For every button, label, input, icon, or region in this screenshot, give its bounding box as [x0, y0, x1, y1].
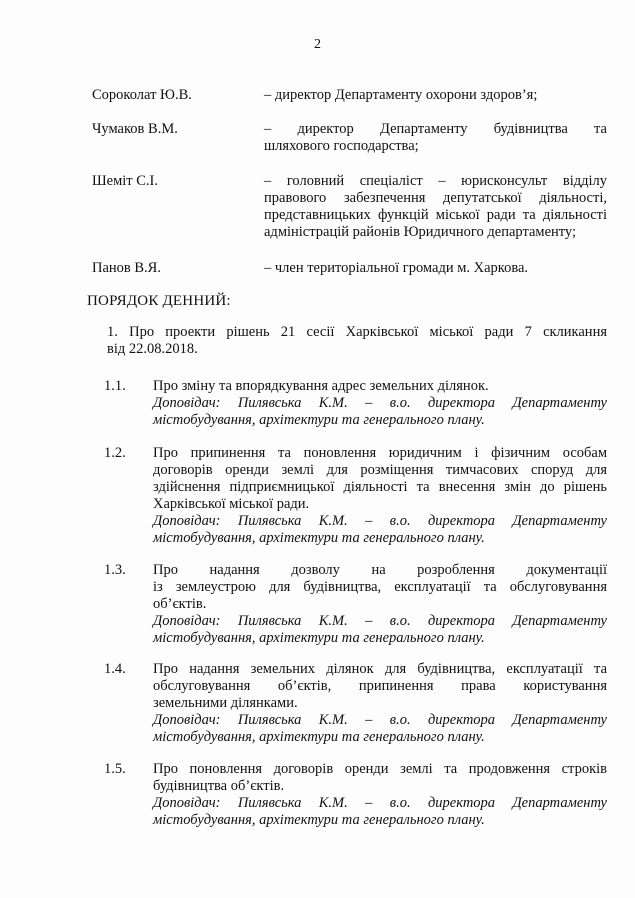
agenda-item-speaker-line: містобудування, архітектури та генерального плану. [153, 530, 485, 546]
agenda-item-speaker-line: Доповідач: Пилявська К.М. – в.о. директора Департаменту [153, 712, 607, 728]
agenda-item-title-line: Про зміну та впорядкування адрес земельних ділянок. [153, 378, 489, 394]
agenda-heading: ПОРЯДОК ДЕННИЙ: [87, 293, 231, 309]
agenda-item-number: 1.1. [104, 378, 126, 394]
agenda-item-title-line: Про надання земельних ділянок для будівництва, експлуатації та [153, 661, 607, 677]
member-role [264, 121, 607, 155]
agenda-item-speaker-line: містобудування, архітектури та генерального плану. [153, 812, 485, 828]
agenda-item-title [153, 761, 607, 795]
agenda-item-body [153, 445, 607, 547]
agenda-item-title-line: земельними ділянками. [153, 695, 298, 711]
member-role-line: – директор Департаменту будівництва та [264, 121, 607, 137]
agenda-item-speaker-line: Доповідач: Пилявська К.М. – в.о. директора Департаменту [153, 795, 607, 811]
member-role-line: шляхового господарства; [264, 138, 419, 154]
agenda-item-title-line: Харківської міської ради. [153, 496, 310, 512]
agenda-item-body [153, 761, 607, 829]
agenda-item-speaker-line: Доповідач: Пилявська К.М. – в.о. директора Департаменту [153, 395, 607, 411]
agenda-item-title-line: Про поновлення договорів оренди землі та продовження строків [153, 761, 607, 777]
page-number: 2 [314, 37, 321, 52]
agenda-item-speaker-line: містобудування, архітектури та генерального плану. [153, 630, 485, 646]
agenda-item-title-line: Про припинення та поновлення юридичним і фізичним особам [153, 445, 607, 461]
agenda-item-title-line: Про надання дозволу на розроблення документації [153, 562, 607, 578]
agenda-item-title [153, 562, 607, 613]
member-role [264, 87, 607, 104]
agenda-item-speaker [153, 712, 607, 746]
member-role [264, 260, 607, 277]
member-role-line: – головний спеціаліст – юрисконсульт відділу [264, 173, 607, 189]
member-role-line: – директор Департаменту охорони здоров’я; [264, 87, 538, 103]
agenda-item-speaker [153, 613, 607, 647]
agenda-item-title-line: із землеустрою для будівництва, експлуатації та обслуговування [153, 579, 607, 595]
agenda-item-speaker-line: містобудування, архітектури та генерального плану. [153, 729, 485, 745]
member-role-line: – член територіальної громади м. Харкова. [264, 260, 529, 276]
agenda-item-number: 1.3. [104, 562, 126, 578]
agenda-item-speaker [153, 395, 607, 429]
member-role [264, 173, 607, 241]
agenda-item-title-line: обслуговування об’єктів, припинення права користування [153, 678, 607, 694]
agenda-item-title-line: здійснення підприємницької діяльності та внесення змін до рішень [153, 479, 607, 495]
agenda-item-number: 1.4. [104, 661, 126, 677]
agenda-item-body [153, 661, 607, 746]
member-role-line: правового забезпечення депутатської діяльності, [264, 190, 607, 206]
agenda-item-body [153, 378, 607, 429]
member-role-line: адміністрацій районів Юридичного департаменту; [264, 224, 577, 240]
agenda-item-speaker [153, 795, 607, 829]
agenda-item-speaker-line: Доповідач: Пилявська К.М. – в.о. директора Департаменту [153, 513, 607, 529]
member-name: Сороколат Ю.В. [92, 87, 192, 103]
agenda-item-number: 1.5. [104, 761, 126, 777]
agenda-intro [107, 324, 607, 358]
agenda-item-speaker [153, 513, 607, 547]
agenda-intro-line: 1. Про проекти рішень 21 сесії Харківської міської ради 7 скликання [107, 324, 607, 340]
agenda-item-title [153, 445, 607, 513]
agenda-item-number: 1.2. [104, 445, 126, 461]
member-role-line: представницьких функцій міської ради та діяльності [264, 207, 607, 223]
member-name: Шеміт С.І. [92, 173, 158, 189]
member-name: Чумаков В.М. [92, 121, 178, 137]
member-name: Панов В.Я. [92, 260, 161, 276]
agenda-item-title-line: договорів оренди землі для розміщення тимчасових споруд для [153, 462, 607, 478]
agenda-item-title-line: будівництва об’єктів. [153, 778, 285, 794]
agenda-intro-line: від 22.08.2018. [107, 341, 198, 357]
agenda-item-speaker-line: містобудування, архітектури та генерального плану. [153, 412, 485, 428]
agenda-item-speaker-line: Доповідач: Пилявська К.М. – в.о. директора Департаменту [153, 613, 607, 629]
agenda-item-body [153, 562, 607, 647]
agenda-item-title [153, 378, 607, 395]
agenda-item-title-line: об’єктів. [153, 596, 207, 612]
agenda-item-title [153, 661, 607, 712]
